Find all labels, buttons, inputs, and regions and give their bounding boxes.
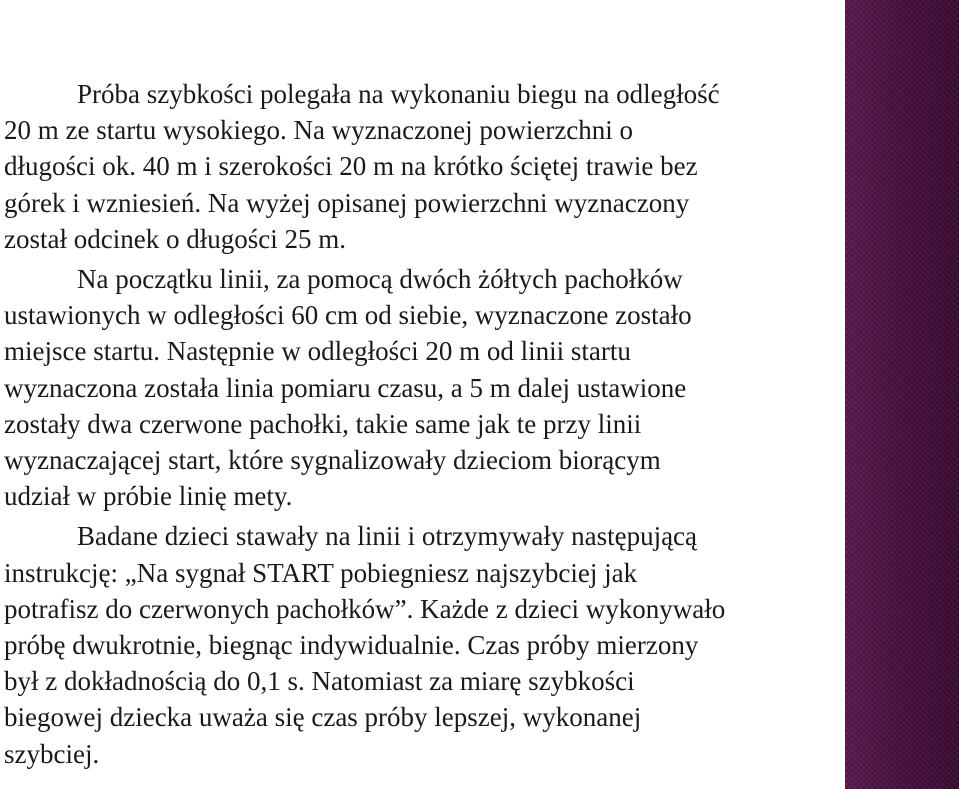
- text-line: potrafisz do czerwonych pachołków”. Każde z dzieci wykonywało: [4, 593, 726, 624]
- text-line: miejsce startu. Następnie w odległości 20 m od linii startu: [4, 336, 631, 367]
- text-line: Na początku linii, za pomocą dwóch żółtych pachołków: [77, 264, 683, 295]
- decorative-side-band: [845, 0, 959, 789]
- text-line: długości ok. 40 m i szerokości 20 m na krótko ściętej trawie bez: [4, 151, 698, 182]
- text-line: 20 m ze startu wysokiego. Na wyznaczonej powierzchni o: [4, 115, 634, 146]
- text-line: próbę dwukrotnie, biegnąc indywidualnie. Czas próby mierzony: [4, 630, 699, 661]
- text-line: Próba szybkości polegała na wykonaniu biegu na odległość: [77, 79, 720, 109]
- paragraph-3: [4, 518, 836, 771]
- paragraph-2: [4, 261, 836, 514]
- text-line: był z dokładnością do 0,1 s. Natomiast za miarę szybkości: [4, 666, 635, 697]
- text-line: instrukcję: „Na sygnał START pobiegniesz najszybciej jak: [4, 557, 638, 588]
- text-body: [4, 76, 836, 772]
- text-line: górek i wzniesień. Na wyżej opisanej powierzchni wyznaczony: [4, 187, 690, 218]
- text-line: został odcinek o długości 25 m.: [4, 223, 346, 254]
- text-line: udział w próbie linię mety.: [4, 481, 293, 512]
- text-line: ustawionych w odległości 60 cm od siebie, wyznaczone zostało: [4, 300, 692, 331]
- text-line: Badane dzieci stawały na linii i otrzymywały następującą: [77, 521, 698, 552]
- text-line: zostały dwa czerwone pachołki, takie same jak te przy linii: [4, 408, 642, 439]
- text-line: wyznaczona została linia pomiaru czasu, a 5 m dalej ustawione: [4, 372, 687, 403]
- text-line: biegowej dziecka uważa się czas próby lepszej, wykonanej: [4, 702, 642, 733]
- paragraph-1: [4, 76, 836, 257]
- text-line: wyznaczającej start, które sygnalizowały dzieciom biorącym: [4, 445, 661, 476]
- text-line: szybciej.: [4, 738, 100, 769]
